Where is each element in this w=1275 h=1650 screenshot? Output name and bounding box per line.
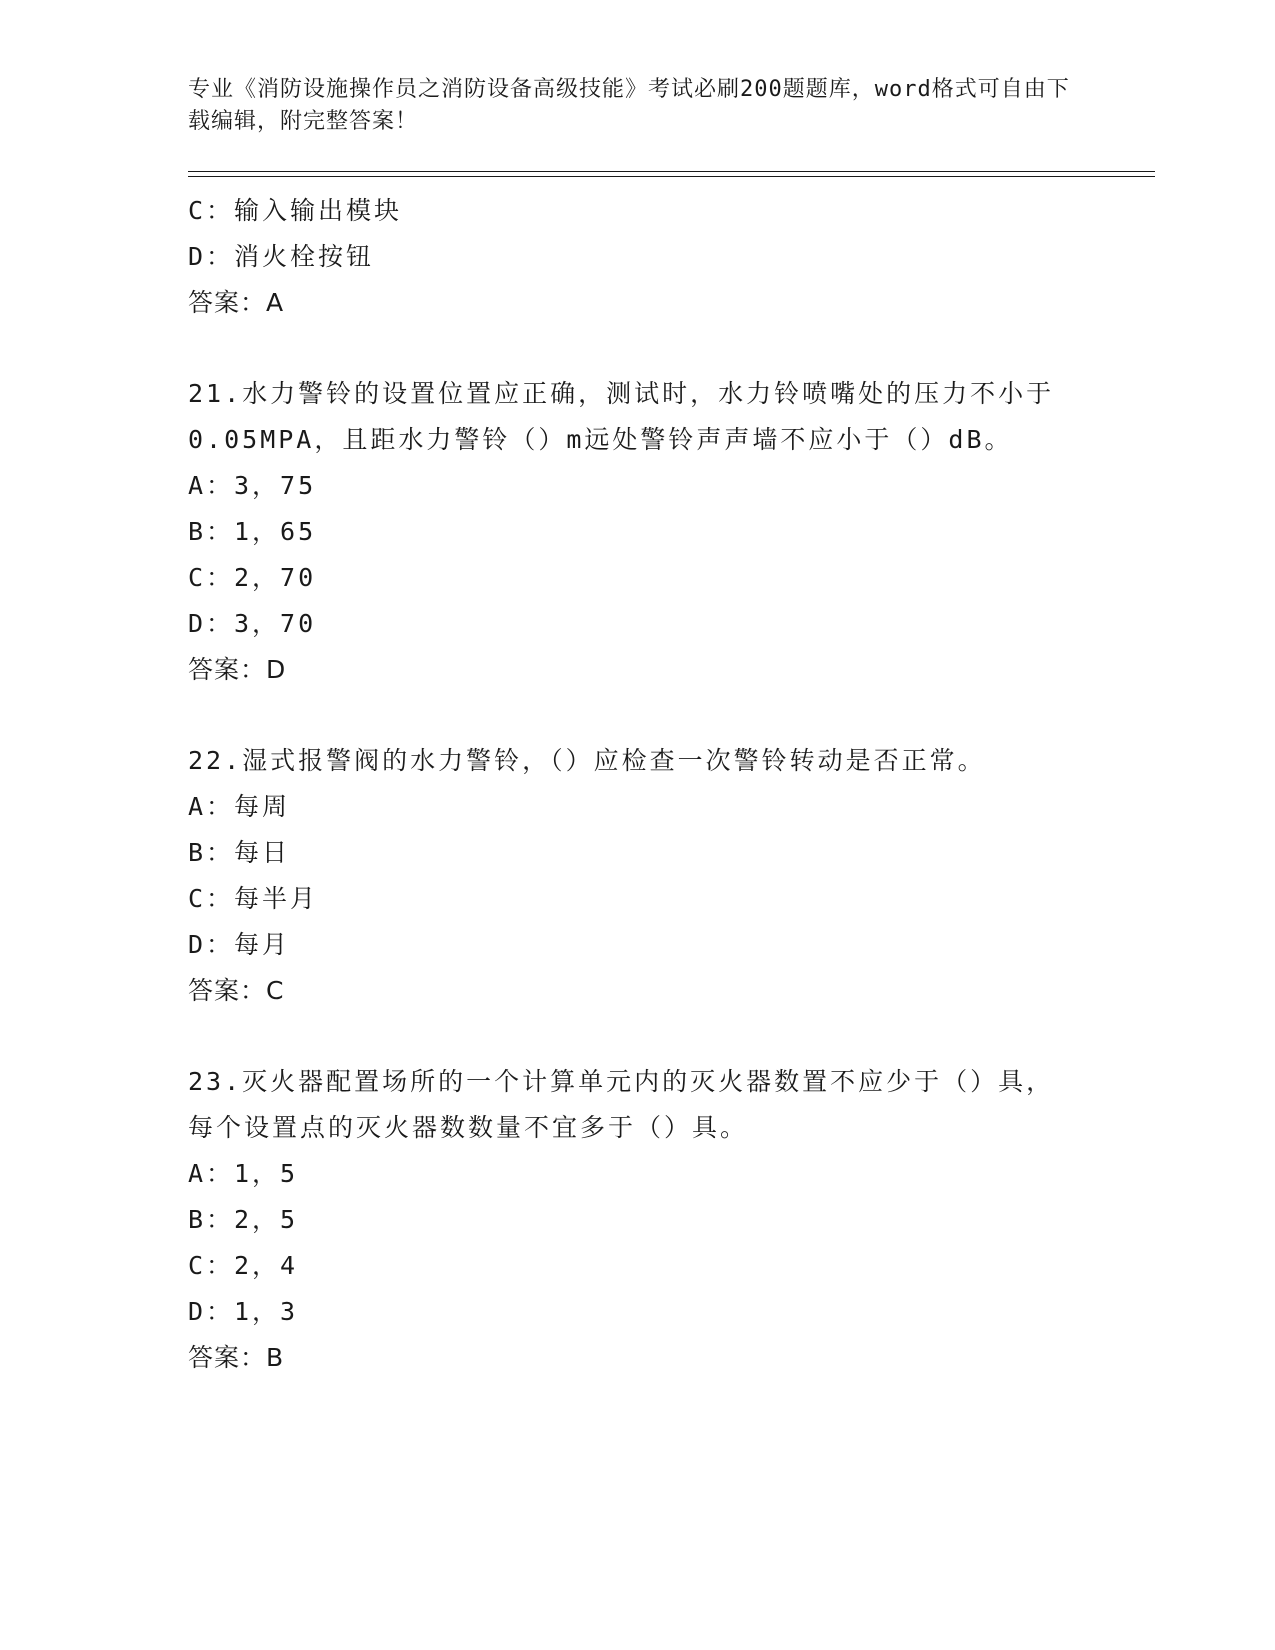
option-line bbox=[188, 463, 1088, 509]
answer-line: 答案：C bbox=[188, 976, 285, 1005]
header-rule-top bbox=[188, 171, 1155, 172]
option-text: 每月 bbox=[234, 930, 291, 959]
option-key: C： bbox=[188, 1251, 235, 1280]
question-stem-line: 21.水力警铃的设置位置应正确，测试时，水力铃喷嘴处的压力不小于 bbox=[188, 379, 1055, 408]
header-rule-bottom bbox=[188, 176, 1155, 177]
spacer bbox=[188, 1014, 1088, 1059]
option-line bbox=[188, 509, 1088, 555]
option-text: 每周 bbox=[234, 792, 291, 821]
answer-line: 答案：A bbox=[188, 288, 285, 317]
option-text: 2，5 bbox=[234, 1205, 299, 1234]
option-text: 每日 bbox=[234, 838, 291, 867]
option-text: 消火栓按钮 bbox=[234, 242, 375, 271]
answer-line: 答案：B bbox=[188, 1343, 285, 1372]
option-line bbox=[188, 784, 1088, 830]
option-line bbox=[188, 1197, 1088, 1243]
option-text: 1，3 bbox=[234, 1297, 299, 1326]
document-header: 专业《消防设施操作员之消防设备高级技能》考试必刷200题题库，word格式可自由下载编辑，附完整答案！ bbox=[188, 77, 1070, 134]
option-key: A： bbox=[188, 471, 235, 500]
option-text: 3，75 bbox=[234, 471, 317, 500]
question-stem-line: 0.05MPA，且距水力警铃（）m远处警铃声声墙不应小于（）dB。 bbox=[188, 425, 1013, 454]
carryover-block bbox=[188, 188, 1088, 326]
question-stem-line: 22.湿式报警阀的水力警铃，（）应检查一次警铃转动是否正常。 bbox=[188, 746, 986, 775]
question-block bbox=[188, 371, 1088, 693]
option-key: B： bbox=[188, 1205, 235, 1234]
option-line bbox=[188, 876, 1088, 922]
option-text: 每半月 bbox=[234, 884, 319, 913]
spacer bbox=[188, 326, 1088, 371]
option-line bbox=[188, 830, 1088, 876]
option-line bbox=[188, 1151, 1088, 1197]
option-key: C： bbox=[188, 196, 235, 225]
option-key: D： bbox=[188, 242, 235, 271]
answer-line: 答案：D bbox=[188, 655, 287, 684]
option-text: 2，70 bbox=[234, 563, 317, 592]
option-line bbox=[188, 1289, 1088, 1335]
question-block bbox=[188, 1059, 1088, 1381]
question-block bbox=[188, 738, 1088, 1014]
option-key: A： bbox=[188, 792, 235, 821]
option-key: B： bbox=[188, 838, 235, 867]
option-key: D： bbox=[188, 609, 235, 638]
option-text: 1，65 bbox=[234, 517, 317, 546]
option-line bbox=[188, 601, 1088, 647]
option-key: C： bbox=[188, 563, 235, 592]
option-key: B： bbox=[188, 517, 235, 546]
option-line bbox=[188, 1243, 1088, 1289]
spacer bbox=[188, 693, 1088, 738]
option-key: D： bbox=[188, 930, 235, 959]
option-text: 3，70 bbox=[234, 609, 317, 638]
question-list bbox=[188, 188, 1088, 1381]
option-key: A： bbox=[188, 1159, 235, 1188]
option-text: 输入输出模块 bbox=[234, 196, 403, 225]
question-stem-line: 每个设置点的灭火器数数量不宜多于（）具。 bbox=[188, 1113, 749, 1142]
option-key: D： bbox=[188, 1297, 235, 1326]
option-key: C： bbox=[188, 884, 235, 913]
option-line bbox=[188, 188, 1088, 234]
option-text: 1，5 bbox=[234, 1159, 299, 1188]
option-line bbox=[188, 555, 1088, 601]
option-line bbox=[188, 234, 1088, 280]
option-text: 2，4 bbox=[234, 1251, 299, 1280]
option-line bbox=[188, 922, 1088, 968]
question-stem-line: 23.灭火器配置场所的一个计算单元内的灭火器数置不应少于（）具， bbox=[188, 1067, 1055, 1096]
